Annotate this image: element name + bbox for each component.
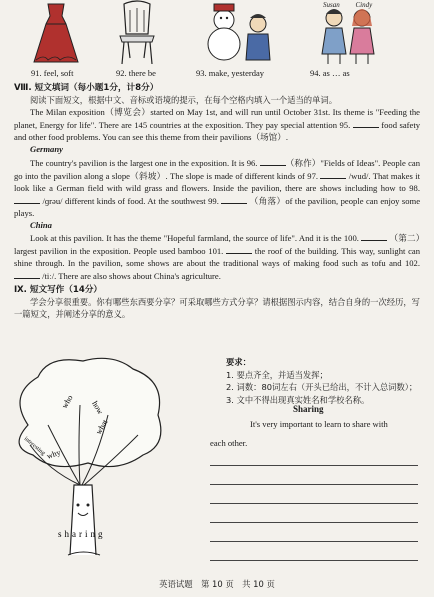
- page-footer: 英语试题 第 10 页 共 10 页: [159, 579, 275, 589]
- picture-caption-94: 94. as … as: [310, 68, 350, 78]
- blank-99[interactable]: [221, 194, 247, 204]
- blank-95[interactable]: [353, 118, 379, 128]
- text: /ɡrəu/ different kinds of food. At the southwest 99.: [42, 195, 219, 206]
- picture-caption-93: 93. make, yesterday: [196, 68, 264, 78]
- text: The Milan exposition（博览会）started on May 1st, and will run until October 31st. Its theme is "Feeding the planet, Energy for life". There are 145 countries at the exposition. They pay special attention 95.: [14, 107, 420, 131]
- tree-word-why: why: [45, 447, 62, 461]
- subheading-germany: Germany: [30, 144, 63, 155]
- tree-word-sharing: sharing: [58, 529, 106, 539]
- section-8: [14, 82, 420, 320]
- paragraph-germany: [14, 156, 420, 219]
- blank-98[interactable]: [14, 194, 40, 204]
- tree-word-how: how: [90, 399, 105, 416]
- blank-96[interactable]: [260, 156, 286, 166]
- text: food safety and other food problems. You can see this theme from their pavilions（场馆）.: [14, 120, 421, 143]
- name-cindy: Cindy: [355, 1, 373, 9]
- writing-line[interactable]: [210, 541, 418, 542]
- section-8-title: Ⅷ. 短文填词（每小题1分，计8分）: [14, 83, 159, 93]
- sharing-tree-icon: [8, 355, 168, 565]
- text: /tiː/. There are also shows about China's agriculture.: [42, 271, 221, 282]
- snowman-icon: [198, 0, 278, 66]
- tree-word-what: what: [93, 418, 110, 436]
- section-8-instruction: 阅读下面短文，根据中文、音标或语境的提示，在每个空格内填入一个适当的单词。: [30, 95, 337, 106]
- picture-caption-92: 92. there be: [116, 68, 156, 78]
- tree-word-interesting: interesting: [22, 435, 46, 457]
- writing-requirements: [226, 356, 417, 406]
- blank-101[interactable]: [226, 244, 252, 254]
- section-9-prompt: 学会分享很重要。你有哪些东西要分享？可采取哪些方式分享？请根据图示内容，结合自身的一次经历，写一篇短文，并阐述分享的意义。: [14, 296, 420, 319]
- requirements-heading: 要求：: [226, 357, 251, 367]
- requirement-2: 2. 词数：80词左右（开头已给出，不计入总词数）；: [226, 382, 418, 392]
- paragraph-intro: [14, 106, 420, 143]
- blank-102[interactable]: [14, 269, 40, 279]
- text: （称作）"Fields of Ideas". People can go into the pavilion along a slope（斜坡）. The slope is made of different kinds of 97.: [14, 157, 421, 181]
- blank-97[interactable]: [320, 169, 346, 179]
- paragraph-china: [14, 231, 420, 282]
- requirement-3: 3. 文中不得出现真实姓名和学校名称。: [226, 394, 370, 405]
- chair-icon: [112, 0, 162, 66]
- text: /wud/. That makes it look like a German field with wild grass and flowers. Inside the pavilion, there are shows including how to 98.: [14, 170, 420, 193]
- blank-100[interactable]: [361, 231, 387, 241]
- writing-line[interactable]: [210, 484, 418, 485]
- text: the roof of the building. This way, sunlight can shine through. In the pavilion, some shows are about the traditional ways of making food such as tofu and 102.: [14, 246, 421, 269]
- two-girls-icon: [318, 0, 378, 66]
- picture-caption-91: 91. feel, soft: [31, 68, 74, 78]
- girl-names: [323, 1, 386, 9]
- text: Look at this pavilion. It has the theme "Hopeful farmland, the source of life". And it is the 100.: [30, 233, 359, 244]
- subheading-china: China: [30, 220, 52, 231]
- writing-line[interactable]: [210, 503, 418, 504]
- requirement-1: 1. 要点齐全，并适当发挥；: [226, 369, 328, 380]
- tree-word-who: who: [59, 393, 75, 410]
- writing-line[interactable]: [210, 522, 418, 523]
- writing-line[interactable]: [210, 465, 418, 466]
- essay-title: Sharing: [293, 404, 324, 414]
- section-9-title: Ⅸ. 短文写作（14分）: [14, 284, 103, 295]
- text: （第二）largest pavilion in the exposition. People used bamboo 101.: [14, 233, 420, 257]
- text: The country's pavilion is the largest one in the exposition. It is 96.: [30, 157, 258, 168]
- picture-row: [0, 0, 434, 82]
- text: （角落）of the pavilion, people can enjoy some plays.: [14, 195, 421, 218]
- name-susan: Susan: [323, 1, 340, 9]
- essay-opening-end: each other.: [210, 438, 248, 448]
- writing-line[interactable]: [210, 560, 418, 561]
- essay-opening: It's very important to learn to share with: [250, 419, 388, 429]
- dress-icon: [26, 0, 86, 66]
